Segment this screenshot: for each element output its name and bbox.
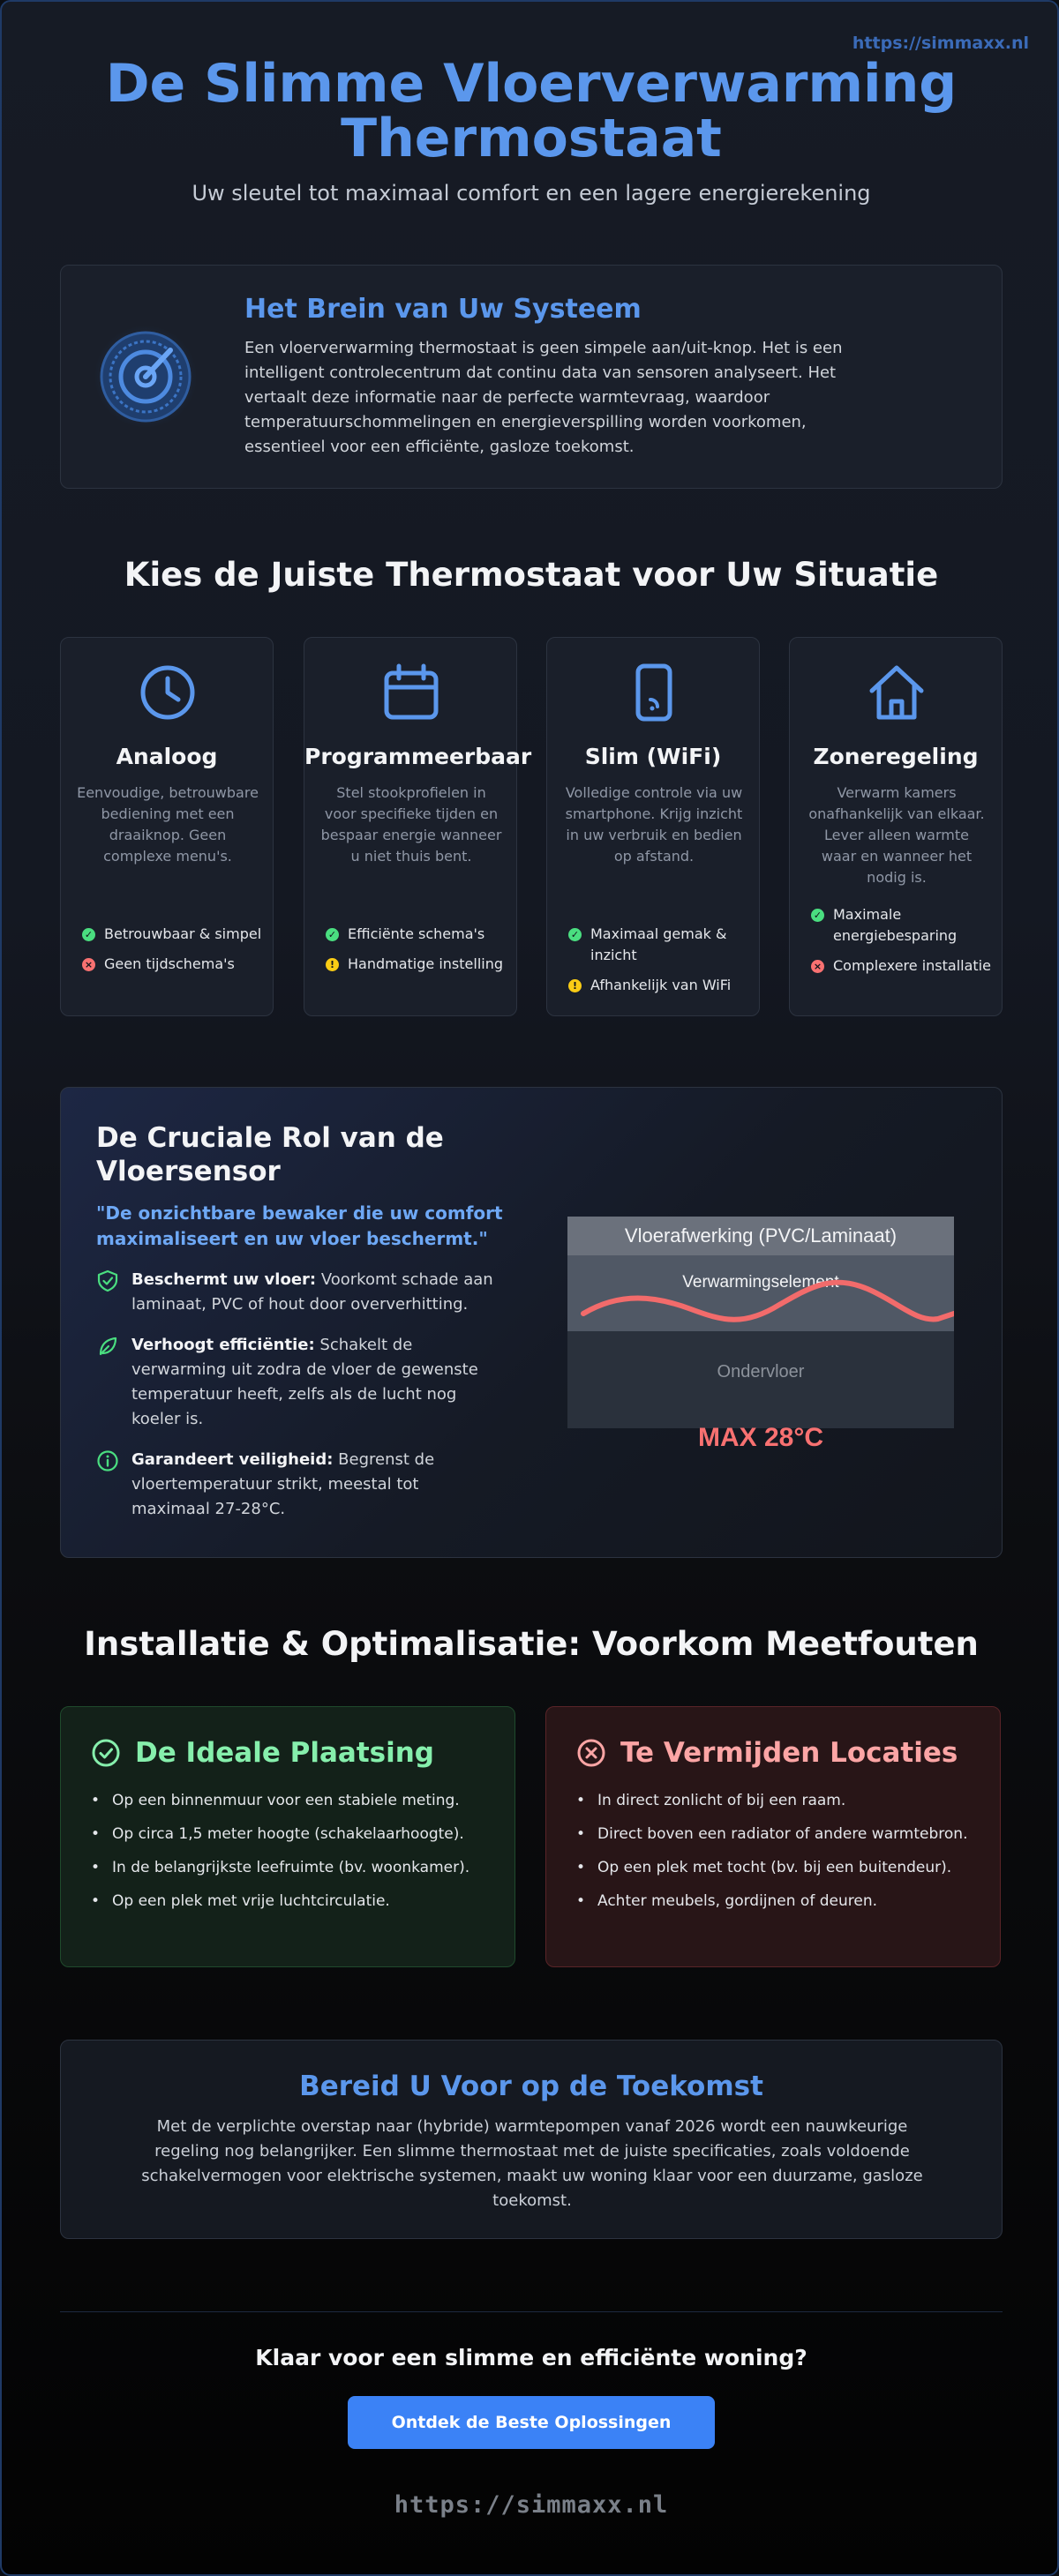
max-temperature-label: MAX 28°C: [697, 1423, 824, 1452]
type-features: [326, 924, 511, 984]
floor-layer-diagram: [567, 1217, 954, 1428]
divider: [60, 2311, 1003, 2312]
sensor-point: [96, 1448, 502, 1522]
clock-icon: [138, 663, 198, 723]
feature-con: [811, 955, 996, 977]
sensor-point: [96, 1333, 502, 1432]
future-title: Bereid U Voor op de Toekomst: [299, 2071, 763, 2102]
avoid-locations-title: Te Vermijden Locaties: [620, 1737, 958, 1769]
sensor-point-text: [131, 1448, 502, 1522]
sensor-point: [96, 1268, 502, 1317]
type-features: [82, 924, 267, 984]
warning-icon: !: [326, 958, 339, 971]
home-icon: [867, 663, 927, 723]
feature-warning: [326, 954, 511, 975]
layer-floor-finish: Vloerafwerking (PVC/Laminaat): [567, 1217, 954, 1255]
type-card-analoog: [60, 637, 274, 1016]
type-description: Eenvoudige, betrouwbare bediening met een draaiknop. Geen complexe menu's.: [77, 784, 259, 865]
feature-text: Maximale energiebesparing: [833, 906, 958, 944]
layer-subfloor: Ondervloer: [567, 1331, 954, 1428]
feature-text: Maximaal gemak & inzicht: [590, 925, 727, 963]
page-title-line-1: De Slimme Vloerverwarming: [105, 53, 958, 115]
leaf-icon: [96, 1335, 119, 1358]
feature-text: Betrouwbaar & simpel: [104, 925, 262, 942]
type-name: Analoog: [116, 744, 218, 769]
feature-text: Afhankelijk van WiFi: [590, 977, 732, 993]
check-circle-icon: [91, 1738, 121, 1768]
list-item: • In de belangrijkste leefruimte (bv. woonkamer).: [91, 1855, 497, 1880]
x-icon: ×: [82, 958, 95, 971]
smartphone-icon: [624, 663, 684, 723]
ideal-placement-header: [91, 1737, 434, 1769]
check-icon: ✓: [811, 909, 824, 922]
check-icon: ✓: [326, 928, 339, 941]
avoid-locations-card: [545, 1706, 1001, 1967]
warning-icon: !: [568, 979, 582, 992]
brain-card: [60, 265, 1003, 489]
type-card-zoneregeling: [789, 637, 1003, 1016]
types-section-title: Kies de Juiste Thermostaat voor Uw Situatie: [124, 556, 939, 594]
heating-wave-line: [567, 1217, 954, 1428]
header-url-link[interactable]: https://simmaxx.nl: [852, 34, 1029, 53]
sensor-point-text: [131, 1333, 502, 1432]
feature-text: Efficiënte schema's: [348, 925, 485, 942]
dial-icon: [93, 324, 199, 430]
list-item: • Op een binnenmuur voor een stabiele meting.: [91, 1788, 497, 1813]
sensor-point-body: Begrenst de vloertemperatuur strikt, meestal tot maximaal 27-28°C.: [131, 1450, 435, 1518]
type-description: Volledige controle via uw smartphone. Krijg inzicht in uw verbruik en bedien op afstand.: [565, 784, 743, 865]
sensor-card: [60, 1087, 1003, 1558]
type-name: Slim (WiFi): [584, 744, 722, 769]
feature-text: Complexere installatie: [833, 957, 991, 974]
feature-pro: [326, 924, 511, 945]
type-card-programmeerbaar: [304, 637, 532, 1016]
feature-warning: [568, 975, 754, 996]
check-icon: ✓: [568, 928, 582, 941]
x-icon: ×: [811, 960, 824, 973]
list-item: • In direct zonlicht of bij een raam.: [576, 1788, 982, 1813]
type-description: Verwarm kamers onafhankelijk van elkaar. Lever alleen warmte waar en wanneer het nodig is.: [808, 784, 985, 886]
brain-title: Het Brein van Uw Systeem: [244, 294, 642, 325]
type-card-slim: [546, 637, 760, 1016]
feature-pro: [811, 904, 996, 947]
brain-text: Een vloerverwarming thermostaat is geen simpele aan/uit-knop. Het is een intelligent controlecentrum dat continu data van sensoren analyseert. Het vertaalt deze informatie naar de perfecte warmtevraag, waardoor temperatuurschommelingen en energieverspilling worden voorkomen, essentieel voor een efficiënte, gasloze toekomst.: [244, 339, 843, 456]
sensor-point-text: [131, 1268, 502, 1317]
cta-question: Klaar voor een slimme en efficiënte woning?: [255, 2345, 807, 2370]
feature-con: [82, 954, 267, 975]
list-item: • Op circa 1,5 meter hoogte (schakelaarhoogte).: [91, 1822, 497, 1846]
page-subtitle: Uw sleutel tot maximaal comfort en een lagere energierekening: [192, 181, 871, 206]
type-name: Programmeerbaar: [304, 744, 532, 769]
sensor-points: [96, 1268, 502, 1538]
avoid-locations-list: [576, 1788, 982, 1922]
list-item: • Achter meubels, gordijnen of deuren.: [576, 1889, 982, 1913]
type-features: [568, 924, 754, 1005]
ideal-placement-list: [91, 1788, 497, 1922]
page-title: [2, 53, 1059, 169]
discover-solutions-button[interactable]: Ontdek de Beste Oplossingen: [348, 2396, 715, 2449]
sensor-point-bold: Beschermt uw vloer:: [131, 1270, 317, 1289]
list-item: • Direct boven een radiator of andere warmtebron.: [576, 1822, 982, 1846]
sensor-point-bold: Verhoogt efficiëntie:: [131, 1336, 315, 1354]
check-icon: ✓: [82, 928, 95, 941]
feature-text: Geen tijdschema's: [104, 955, 235, 972]
feature-pro: [82, 924, 267, 945]
ideal-placement-title: De Ideale Plaatsing: [135, 1737, 435, 1769]
installation-section-title: Installatie & Optimalisatie: Voorkom Meetfouten: [84, 1625, 979, 1663]
feature-pro: [568, 924, 754, 966]
list-item: • Op een plek met vrije luchtcirculatie.: [91, 1889, 497, 1913]
sensor-point-bold: Garandeert veiligheid:: [131, 1450, 334, 1469]
info-icon: [96, 1449, 119, 1472]
footer-url-link[interactable]: https://simmaxx.nl: [394, 2491, 669, 2519]
sensor-point-body: Voorkomt schade aan laminaat, PVC of hout door oververhitting.: [131, 1270, 493, 1314]
sensor-title: De Cruciale Rol van de Vloersensor: [96, 1122, 444, 1187]
feature-text: Handmatige instelling: [348, 955, 503, 972]
x-circle-icon: [576, 1738, 606, 1768]
sensor-point-body: Schakelt de verwarming uit zodra de vloer de gewenste temperatuur heeft, zelfs als de lucht nog koeler is.: [131, 1336, 478, 1428]
type-features: [811, 904, 996, 985]
avoid-locations-header: [576, 1737, 958, 1769]
ideal-placement-card: [60, 1706, 515, 1967]
calendar-icon: [381, 663, 441, 723]
type-name: Zoneregeling: [813, 744, 979, 769]
future-card: [60, 2040, 1003, 2239]
sensor-quote: "De onzichtbare bewaker die uw comfort maximaliseert en uw vloer beschermt.": [96, 1202, 503, 1249]
list-item: • Op een plek met tocht (bv. bij een buitendeur).: [576, 1855, 982, 1880]
type-description: Stel stookprofielen in voor specifieke tijden en bespaar energie wanneer u niet thuis bent.: [320, 784, 502, 865]
page-title-line-2: Thermostaat: [341, 108, 722, 169]
future-text: Met de verplichte overstap naar (hybride) warmtepompen vanaf 2026 wordt een nauwkeurige regeling nog belangrijker. Een slimme thermostaat met de juiste specificaties, zoals voldoende schakelvermogen voor elektrische systemen, maakt uw woning klaar voor een duurzame, gasloze toekomst.: [141, 2117, 923, 2210]
layer-heating-element-label: Verwarmingselement: [682, 1273, 839, 1292]
shield-check-icon: [96, 1269, 119, 1292]
